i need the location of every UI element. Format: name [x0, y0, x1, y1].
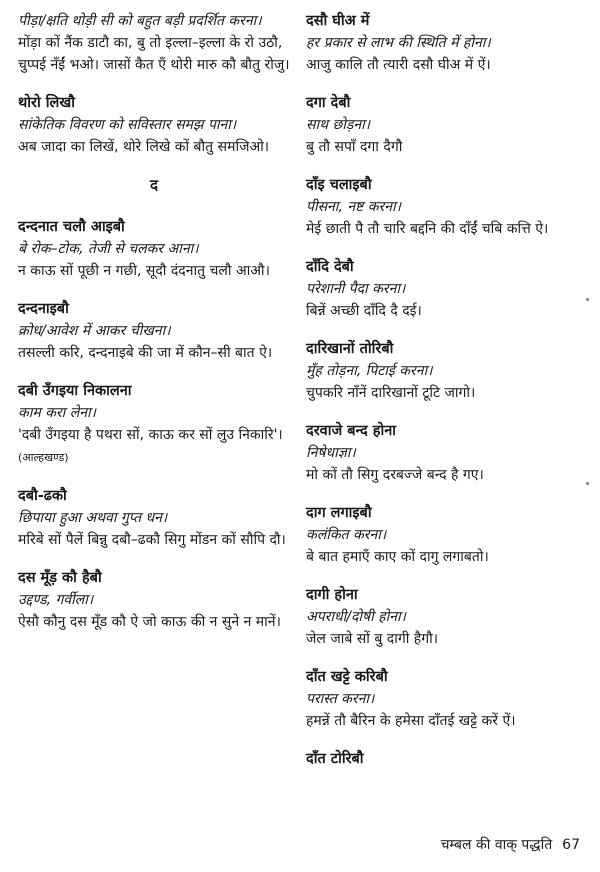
source-citation: (आल्हखण्ड) [18, 451, 69, 464]
entry-headword: दबी उँगइया निकालना [18, 383, 132, 399]
entry-headword: दसौ घीअ में [306, 13, 370, 29]
entry-daandi-debau [306, 256, 586, 322]
entry-headword: दाग लगाइबौ [306, 505, 372, 521]
entry-headword: दाँइ चलाइबौ [306, 177, 372, 193]
entry-example: बु तौ सपाँ दगा दैगौ [306, 139, 403, 155]
entry-das-moond [18, 567, 290, 633]
entry-meaning: बे रोक–टोक, तेजी से चलकर आना। [18, 241, 199, 257]
entry-dabi-ungaiya [18, 380, 290, 469]
entry-example [18, 424, 290, 469]
entry-meaning: परास्त करना। [306, 691, 375, 707]
entry-headword: दारिखानों तोरिबौ [306, 341, 394, 357]
entry-meaning: काम करा लेना। [18, 405, 96, 421]
entry-headword: दबौ-ढकौ [18, 488, 67, 504]
entry-example: हमन्नें तौ बैरिन के हमेसा दाँतई खट्टे करें ऐं। [306, 713, 516, 729]
entry-headword: दागी होना [306, 587, 358, 603]
entry-headword: दन्दनाइबौ [18, 301, 69, 317]
right-column [306, 10, 586, 786]
left-column [18, 10, 290, 649]
entry-meaning: कलंकित करना। [306, 527, 387, 543]
entry-example: न काऊ सों पूछी न गछी, सूदौ दंदनातु चलौ आऔ। [18, 263, 270, 279]
entry-darwaje-band [306, 420, 586, 486]
entry-example: तसल्ली करि, दन्दनाइबे की जा में कौन–सी बात ऐ। [18, 345, 273, 361]
entry-example: मो कों तौ सिगु दरबज्जे बन्द है गए। [306, 467, 484, 483]
entry-meaning: अपराधी/दोषी होना। [306, 609, 406, 625]
entry-meaning: पीड़ा/क्षति थोड़ी सी को बहुत बड़ी प्रदर्शित करना। [18, 13, 262, 29]
entry-meaning: निषेधाज्ञा। [306, 445, 356, 461]
entry-dabau-dhakau [18, 485, 290, 551]
entry-example: मरिबे सों पैलें बिन्नु दबौ–ढकौ सिगु मोंडन कों सौपि दौ। [18, 532, 286, 548]
entry-headword: दन्दनात चलौ आइबौ [18, 219, 125, 235]
entry-example: चुपकरि नाँनें दारिखानों टूटि जागो। [306, 385, 476, 401]
entry-daag-lagaibau [306, 502, 586, 568]
entry-headword: दस मूँड़ कौ हैबौ [18, 570, 102, 586]
entry-headword: दगा देबौ [306, 95, 351, 111]
entry-headword: दाँत खट्टे करिबौ [306, 669, 388, 685]
example-text: 'दबी उँगइया है पथरा सों, काऊ कर सों लुउ निकारि'। [18, 427, 283, 443]
running-title: चम्बल की वाक् पद्धति [440, 837, 553, 853]
entry-headword: दाँत टोरिबौ [306, 751, 364, 767]
entry-headword: दाँदि देबौ [306, 259, 354, 275]
entry-example: ऐसौ कौनु दस मूँड कौ ऐ जो काऊ की न सुने न मानें। [18, 614, 281, 630]
entry-example: मोंड़ा कों नैंक डाटौ का, बु तो इल्ला–इल्ला के रो उठौ, चुप्पई नँईं भओ। जासों कैत एँ थोरी मारु कौ बौतु रोजु। [18, 35, 290, 73]
entry-example: मेई छाती पै तौ चारि बद्दनि की दाँईं चबि कत्ति ऐ। [306, 221, 549, 237]
entry-example: बिन्नें अच्छी दाँदि दै दई। [306, 303, 422, 319]
section-letter-da: द [150, 176, 158, 194]
entry-daai-chalaibau [306, 174, 586, 240]
entry-example: आजु कालि तौ त्यारी दसौ घीअ में ऐं। [306, 57, 491, 73]
entry-headword: दरवाजे बन्द होना [306, 423, 397, 439]
entry-dandanaibau [18, 298, 290, 364]
entry-meaning: सांकेतिक विवरण को सविस्तार समझ पाना। [18, 117, 237, 133]
entry-dandanat [18, 216, 290, 282]
entry-darikhanon [306, 338, 586, 404]
entry-meaning: परेशानी पैदा करना। [306, 281, 406, 297]
entry-daant-toribau [306, 748, 586, 770]
stray-mark [586, 298, 589, 301]
entry-meaning: उद्दण्ड, गर्वीला। [18, 592, 94, 608]
entry-daant-khatte [306, 666, 586, 732]
entry-example: अब जादा का लिखें, थोरे लिखे कों बौतु समजिओ। [18, 139, 270, 155]
stray-mark [586, 482, 589, 485]
entry-example: बे बात हमाएँ काए कों दागु लगाबतो। [306, 549, 489, 565]
entry-meaning: क्रोध/आवेश में आकर चीखना। [18, 323, 171, 339]
page-footer [441, 835, 580, 854]
entry-dasau-ghee [306, 10, 586, 76]
entry-meaning: मुँह तोड़ना, पिटाई करना। [306, 363, 433, 379]
entry-intro-continued [18, 10, 290, 76]
entry-daga-debau [306, 92, 586, 158]
entry-meaning: साथ छोड़ना। [306, 117, 371, 133]
entry-meaning: हर प्रकार से लाभ की स्थिति में होना। [306, 35, 491, 51]
entry-daagi-hona [306, 584, 586, 650]
page-number: 67 [562, 837, 580, 853]
entry-meaning: पीसना, नष्ट करना। [306, 199, 401, 215]
entry-meaning: छिपाया हुआ अथवा गुप्त धन। [18, 510, 168, 526]
entry-headword: थोरो लिखौ [18, 95, 75, 111]
entry-example: जेल जाबे सों बु दागी हैगौ। [306, 631, 439, 647]
entry-thoro-likhau [18, 92, 290, 158]
